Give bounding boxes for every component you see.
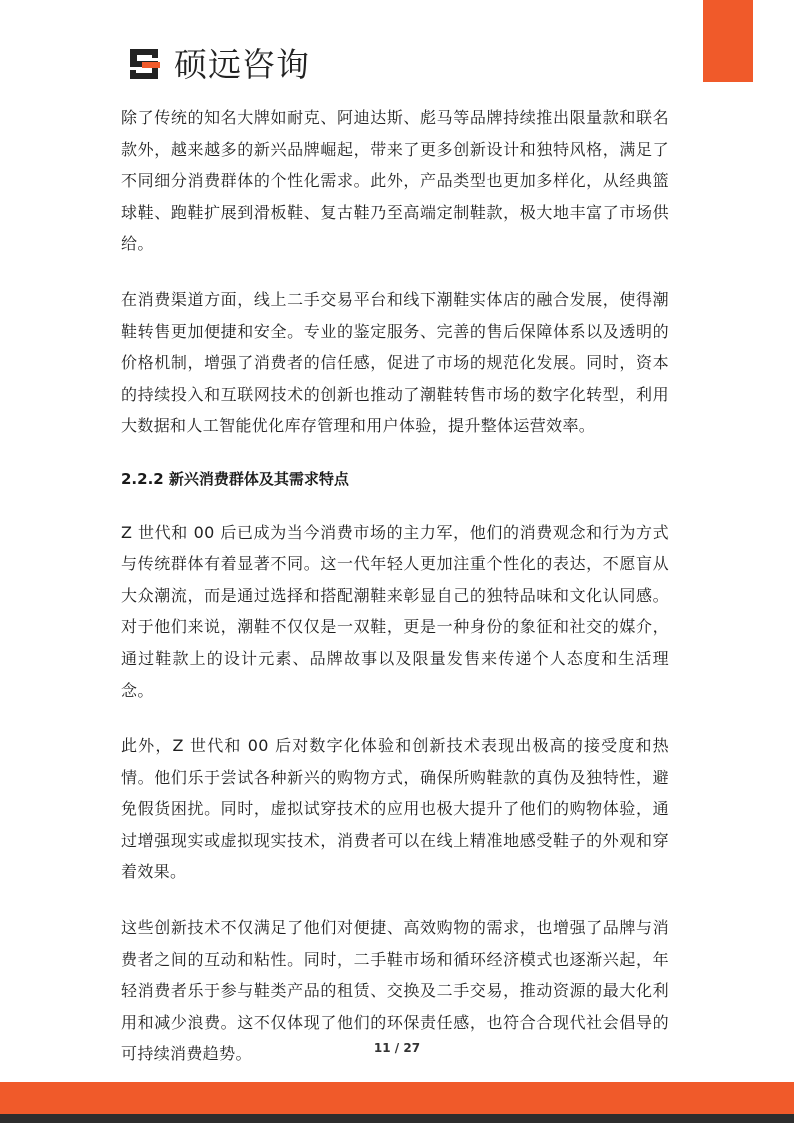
shuoyuan-logo-icon (128, 46, 164, 82)
page-number: 11 / 27 (373, 1041, 421, 1055)
section-heading: 2.2.2 新兴消费群体及其需求特点 (121, 469, 349, 488)
paragraph: Z 世代和 00 后已成为当今消费市场的主力军，他们的消费观念和行为方式与传统群体有着显著不同。这一代年轻人更加注重个性化的表达，不愿盲从大众潮流，而是通过选择和搭配潮鞋来彰显自己的独特品味和文化认同感。对于他们来说，潮鞋不仅仅是一双鞋，更是一种身份的象征和社交的媒介，通过鞋款上的设计元素、品牌故事以及限量发售来传递个人态度和生活理念。 (121, 522, 669, 700)
paragraph: 这些创新技术不仅满足了他们对便捷、高效购物的需求，也增强了品牌与消费者之间的互动和粘性。同时，二手鞋市场和循环经济模式也逐渐兴起，年轻消费者乐于参与鞋类产品的租赁、交换及二手交易，推动资源的最大化利用和减少浪费。这不仅体现了他们的环保责任感，也符合合现代社会倡导的可持续消费趋势。 (121, 918, 669, 1064)
footer-accent-bar (0, 1082, 794, 1114)
paragraph: 除了传统的知名大牌如耐克、阿迪达斯、彪马等品牌持续推出限量款和联名款外，越来越多的新兴品牌崛起，带来了更多创新设计和独特风格，满足了不同细分消费群体的个性化需求。此外，产品类型也更加多样化，从经典篮球鞋、跑鞋扩展到滑板鞋、复古鞋乃至高端定制鞋款，极大地丰富了市场供给。 (121, 108, 669, 254)
footer-dark-bar (0, 1114, 794, 1123)
main-content (121, 102, 669, 1070)
brand-logo (128, 44, 310, 84)
header-accent-block (703, 0, 753, 82)
brand-name: 硕远咨询 (174, 44, 310, 84)
paragraph: 此外，Z 世代和 00 后对数字化体验和创新技术表现出极高的接受度和热情。他们乐于尝试各种新兴的购物方式，确保所购鞋款的真伪及独特性，避免假货困扰。同时，虚拟试穿技术的应用也极大提升了他们的购物体验，通过增强现实或虚拟现实技术，消费者可以在线上精准地感受鞋子的外观和穿着效果。 (121, 736, 669, 882)
paragraph: 在消费渠道方面，线上二手交易平台和线下潮鞋实体店的融合发展，使得潮鞋转售更加便捷和安全。专业的鉴定服务、完善的售后保障体系以及透明的价格机制，增强了消费者的信任感，促进了市场的规范化发展。同时，资本的持续投入和互联网技术的创新也推动了潮鞋转售市场的数字化转型，利用大数据和人工智能优化库存管理和用户体验，提升整体运营效率。 (121, 289, 669, 436)
